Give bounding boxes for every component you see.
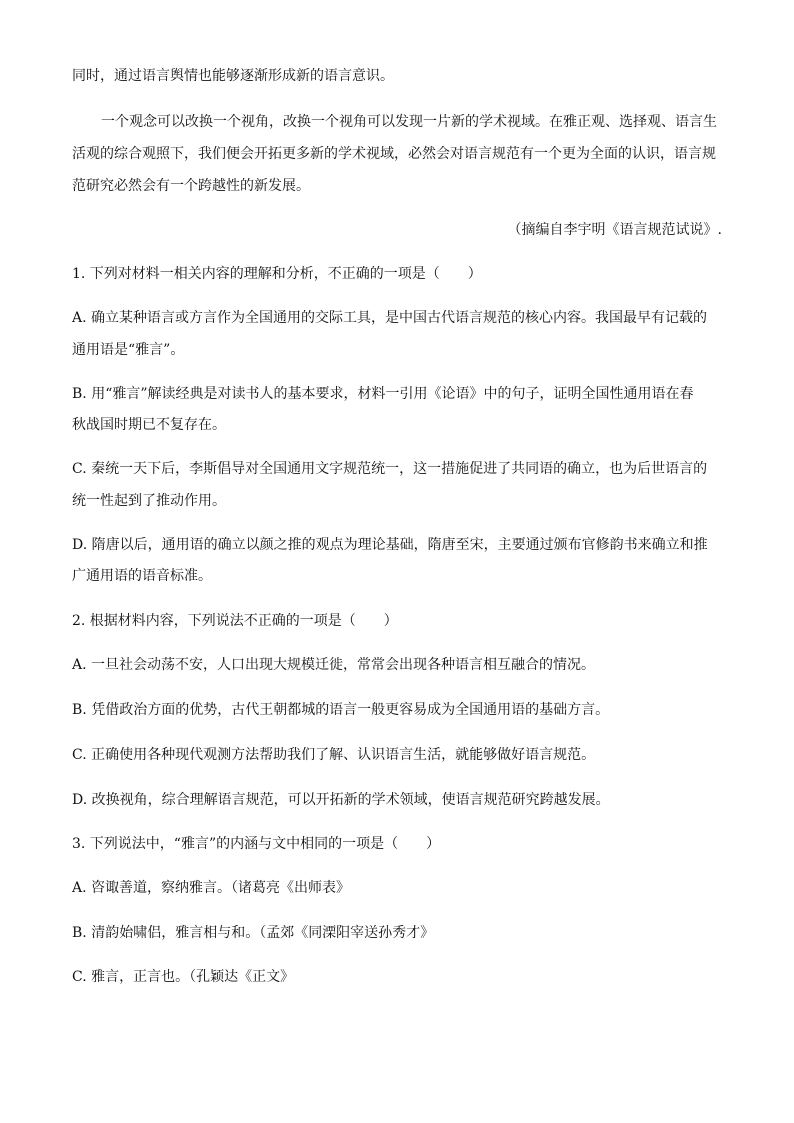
option-text: A. 咨诹善道，察纳雅言。（诸葛亮《出师表》 — [72, 880, 351, 896]
option-text: 通用语是“雅言”。 — [72, 342, 185, 358]
option-text: B. 凭借政治方面的优势，古代王朝都城的语言一般更容易成为全国通用语的基础方言。 — [72, 702, 610, 718]
option-text: C. 雅言，正言也。（孔颖达《正文》 — [72, 969, 295, 985]
passage-text: 一个观念可以改换一个视角，改换一个视角可以发现一片新的学术视域。在雅正观、选择观、语言生 — [101, 114, 717, 130]
option-text: A. 确立某种语言或方言作为全国通用的交际工具，是中国古代语言规范的核心内容。我国最早有记载的 — [72, 310, 708, 326]
option-text: 统一性起到了推动作用。 — [72, 493, 226, 509]
question-stem: 3. 下列说法中，“雅言”的内涵与文中相同的一项是（ ） — [72, 836, 441, 852]
option-text: B. 用“雅言”解读经典是对读书人的基本要求，材料一引用《论语》中的句子，证明全国性通用语在春 — [72, 386, 694, 402]
option-text: 广通用语的语音标准。 — [72, 568, 212, 584]
option-text: 秋战国时期已不复存在。 — [72, 417, 226, 433]
source-citation: （摘编自李宇明《语言规范试说》. — [507, 222, 722, 238]
passage-text: 活观的综合观照下，我们便会开拓更多新的学术视域，必然会对语言规范有一个更为全面的认识，语言规 — [72, 146, 716, 162]
option-text: D. 隋唐以后，通用语的确立以颜之推的观点为理论基础，隋唐至宋，主要通过颁布官修韵书来确立和推 — [72, 537, 708, 553]
passage-text: 范研究必然会有一个跨越性的新发展。 — [72, 178, 310, 194]
question-stem: 1. 下列对材料一相关内容的理解和分析，不正确的一项是（ ） — [72, 266, 482, 282]
question-stem: 2. 根据材料内容，下列说法不正确的一项是（ ） — [72, 613, 398, 629]
passage-text: 同时，通过语言舆情也能够逐渐形成新的语言意识。 — [72, 68, 394, 84]
option-text: C. 正确使用各种现代观测方法帮助我们了解、认识语言生活，就能够做好语言规范。 — [72, 747, 596, 763]
option-text: C. 秦统一天下后，李斯倡导对全国通用文字规范统一，这一措施促进了共同语的确立，也为后世语言的 — [72, 461, 708, 477]
option-text: D. 改换视角，综合理解语言规范，可以开拓新的学术领域，使语言规范研究跨越发展。 — [72, 792, 610, 808]
option-text: B. 清韵始啸侣，雅言相与和。（孟郊《同溧阳宰送孙秀才》 — [72, 925, 435, 941]
option-text: A. 一旦社会动荡不安，人口出现大规模迁徙，常常会出现各种语言相互融合的情况。 — [72, 657, 596, 673]
